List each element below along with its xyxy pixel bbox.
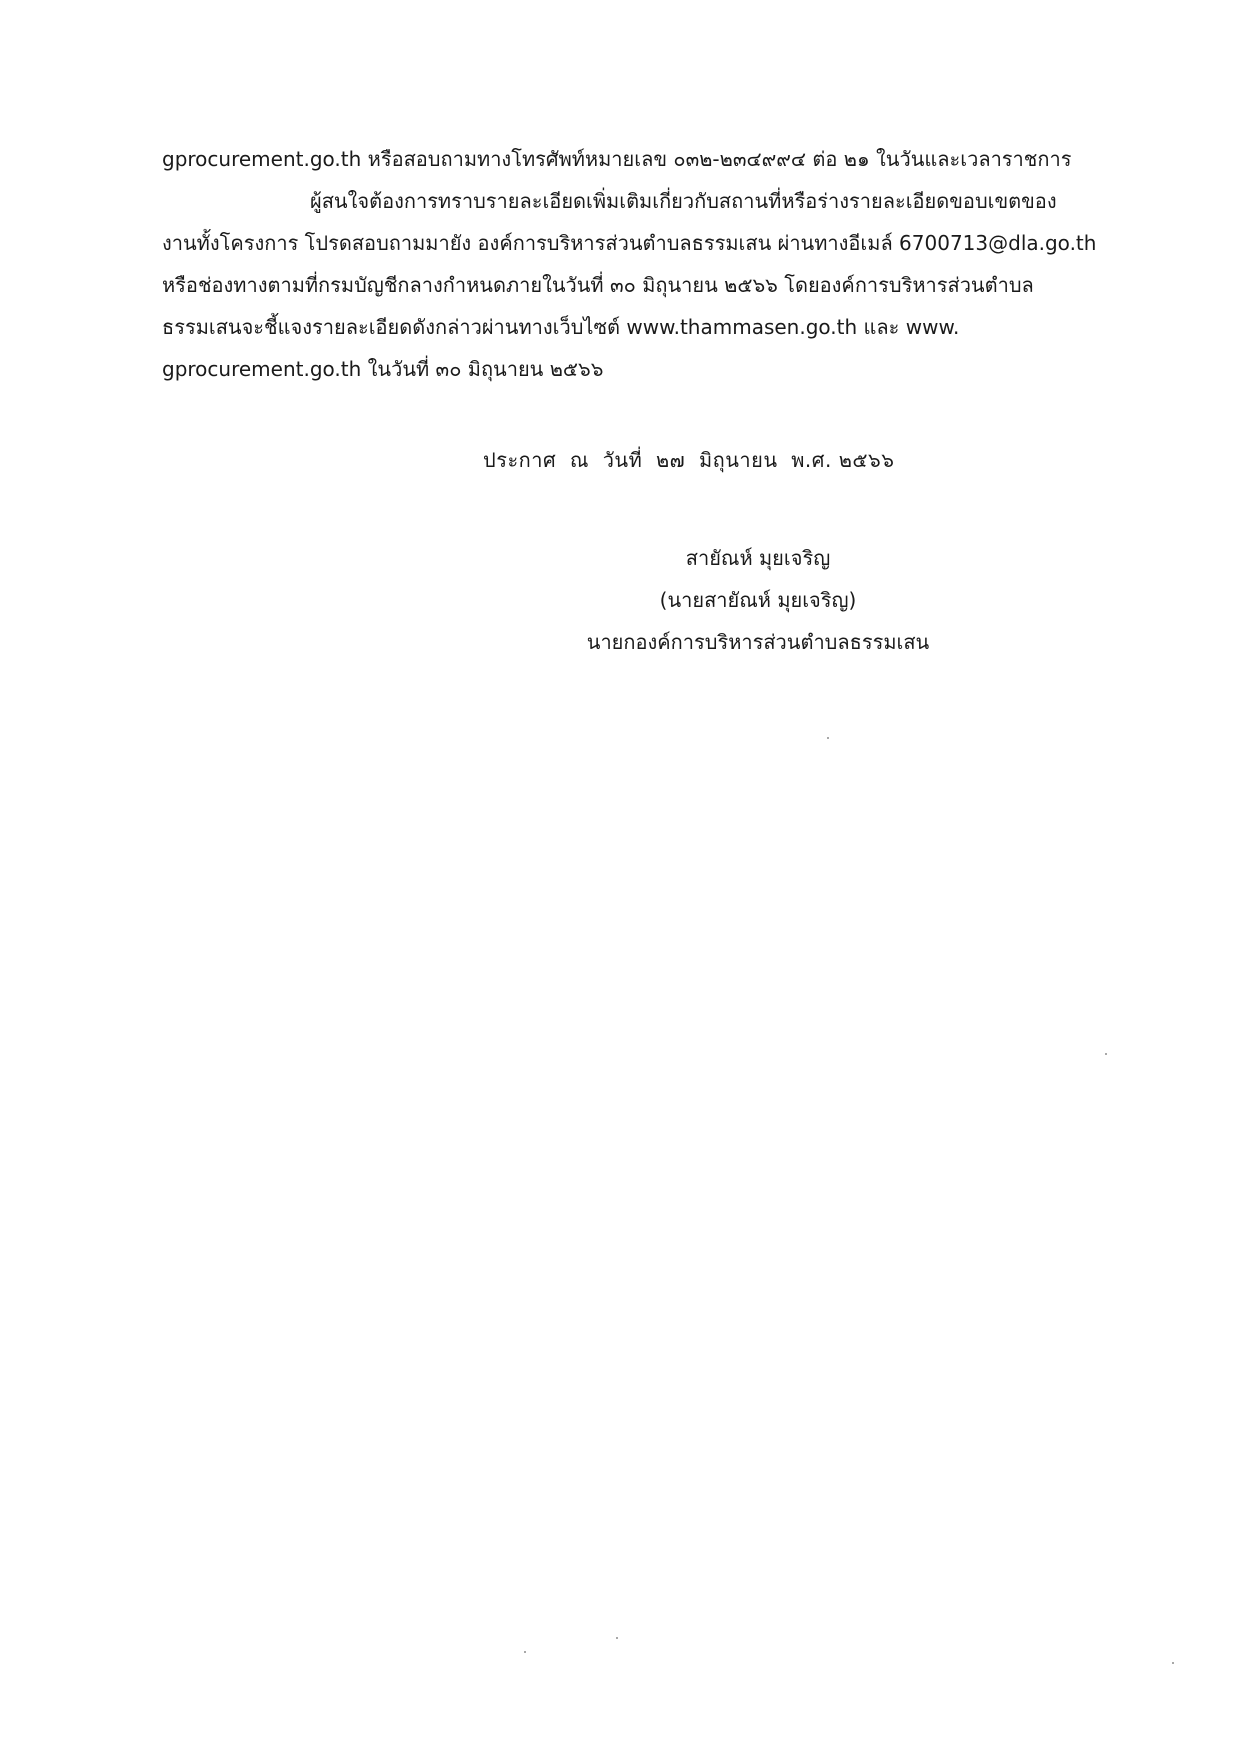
body-line-5: ธรรมเสนจะชี้แจงรายละเอียดดังกล่าวผ่านทางเว็บไซต์ www.thammasen.go.th และ www. — [162, 315, 960, 339]
body-line-1: gprocurement.go.th หรือสอบถามทางโทรศัพท์หมายเลข ๐๓๒-๒๓๔๙๙๔ ต่อ ๒๑ ในวันและเวลาราชการ — [162, 147, 1072, 171]
signature-position: นายกองค์การบริหารส่วนตำบลธรรมเสน — [586, 630, 930, 654]
scan-speck — [1105, 1053, 1107, 1055]
body-paragraphs — [162, 138, 1107, 390]
body-line-3: งานทั้งโครงการ โปรดสอบถามมายัง องค์การบริหารส่วนตำบลธรรมเสน ผ่านทางอีเมล์ 6700713@dla.go.th — [162, 231, 1097, 255]
body-line-4: หรือช่องทางตามที่กรมบัญชีกลางกำหนดภายในวันที่ ๓๐ มิถุนายน ๒๕๖๖ โดยองค์การบริหารส่วนตำบล — [162, 273, 1034, 297]
body-line-6: gprocurement.go.th ในวันที่ ๓๐ มิถุนายน ๒๕๖๖ — [162, 357, 604, 381]
scan-speck — [616, 1637, 618, 1639]
announcement-date: ประกาศ ณ วันที่ ๒๗ มิถุนายน พ.ศ. ๒๕๖๖ — [483, 448, 895, 472]
signature-block — [548, 537, 968, 663]
signature-name: สายัณห์ มุยเจริญ — [685, 546, 831, 570]
signature-full-name: (นายสายัณห์ มุยเจริญ) — [659, 588, 857, 612]
body-line-2: ผู้สนใจต้องการทราบรายละเอียดเพิ่มเติมเกี่ยวกับสถานที่หรือร่างรายละเอียดขอบเขตของ — [310, 189, 1057, 213]
scan-speck — [524, 1651, 526, 1653]
scan-speck — [827, 737, 829, 739]
scan-speck — [1172, 1662, 1174, 1664]
